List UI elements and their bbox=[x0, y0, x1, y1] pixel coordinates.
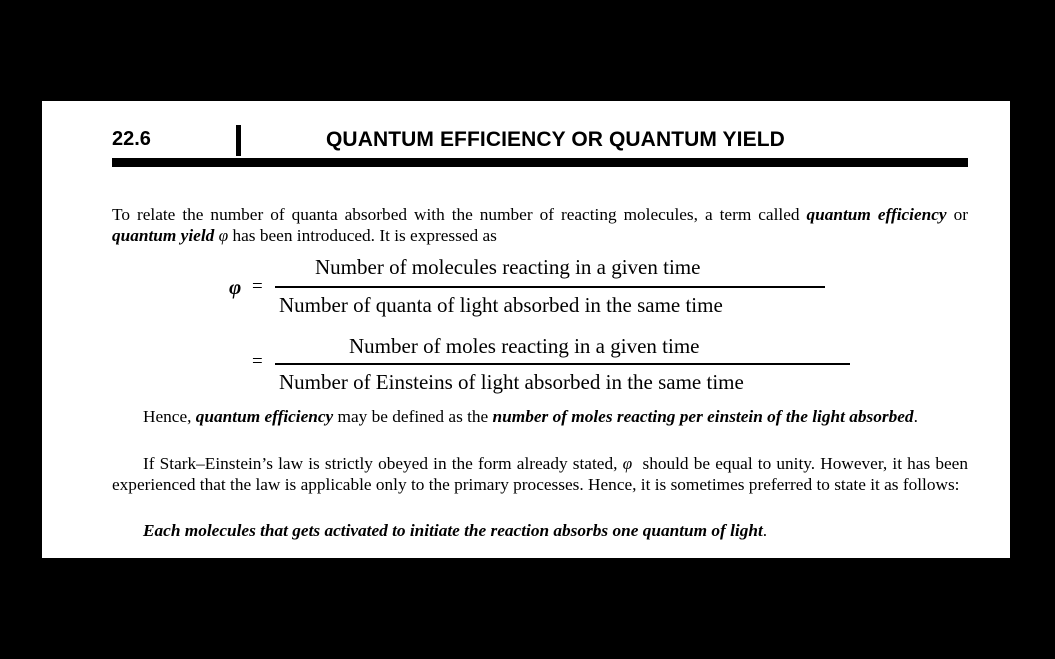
fraction1-bar bbox=[275, 286, 825, 288]
intro-text-1: To relate the number of quanta absorbed with the number of reacting molecules, a term called bbox=[112, 205, 807, 224]
term-quantum-efficiency: quantum efficiency bbox=[806, 205, 947, 224]
def-text-3: . bbox=[913, 407, 918, 426]
equals-sign-2: = bbox=[252, 351, 263, 372]
phi-symbol-2: φ bbox=[622, 454, 633, 473]
header-divider-bar bbox=[236, 125, 241, 156]
fraction2-bar bbox=[275, 363, 850, 365]
section-number: 22.6 bbox=[112, 128, 151, 150]
intro-paragraph bbox=[112, 204, 968, 246]
textbook-page bbox=[42, 101, 1010, 558]
def-term-moles-per-einstein: number of moles reacting per einstein of the light absorbed bbox=[492, 407, 914, 426]
def-term-quantum-efficiency: quantum efficiency bbox=[195, 407, 334, 426]
term-quantum-yield: quantum yield bbox=[112, 226, 215, 245]
fraction2-denominator: Number of Einsteins of light absorbed in the same time bbox=[279, 370, 744, 394]
statement-paragraph bbox=[112, 520, 968, 541]
def-text-2: may be defined as the bbox=[333, 407, 493, 426]
equals-sign-1: = bbox=[252, 276, 263, 297]
equation-lhs-phi: φ bbox=[229, 275, 242, 299]
header-rule bbox=[112, 158, 968, 167]
statement-text: Each molecules that gets activated to initiate the reaction absorbs one quantum of light bbox=[143, 521, 763, 540]
stark-einstein-paragraph bbox=[112, 453, 968, 495]
stark-text-2: should be equal to unity. However, it has been experienced that the law is applicable only to the primary processes. Hence, it is sometimes preferred to state it as follows: bbox=[112, 454, 968, 494]
fraction1-denominator: Number of quanta of light absorbed in the same time bbox=[279, 293, 723, 317]
fraction2-numerator: Number of moles reacting in a given time bbox=[349, 334, 700, 358]
intro-text-3: has been introduced. It is expressed as bbox=[228, 226, 497, 245]
section-title: QUANTUM EFFICIENCY OR QUANTUM YIELD bbox=[326, 128, 785, 151]
stark-text-1: If Stark–Einstein’s law is strictly obeyed in the form already stated, bbox=[143, 454, 623, 473]
intro-text-2: or bbox=[946, 205, 968, 224]
fraction1-numerator: Number of molecules reacting in a given time bbox=[315, 255, 701, 279]
def-text-1: Hence, bbox=[143, 407, 196, 426]
statement-end: . bbox=[762, 521, 768, 540]
definition-paragraph bbox=[112, 406, 968, 427]
phi-symbol: φ bbox=[218, 226, 229, 245]
